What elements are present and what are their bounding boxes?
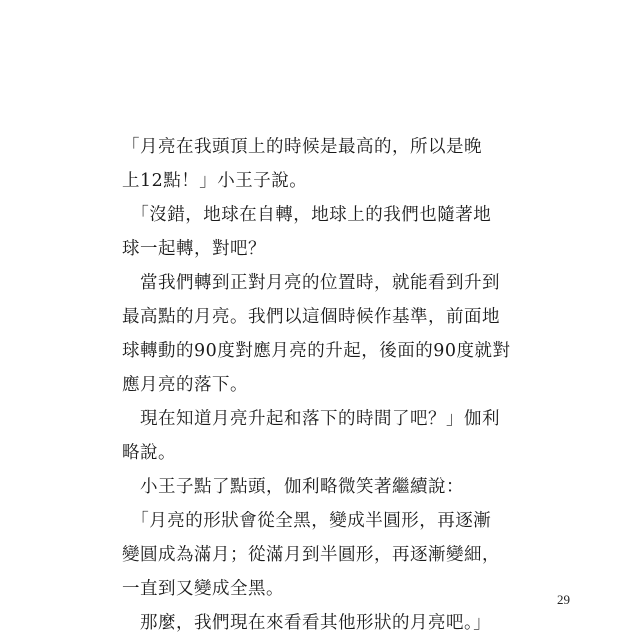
body-text — [122, 130, 522, 640]
text-line: 現在知道月亮升起和落下的時間了吧？」伽利 — [122, 409, 500, 429]
text-line: 「沒錯，地球在自轉，地球上的我們也隨著地 — [122, 205, 492, 225]
text-line: 略說。 — [122, 443, 176, 463]
page-number: 29 — [557, 592, 570, 607]
text-line: 球轉動的90度對應月亮的升起，後面的90度就對 — [122, 341, 511, 361]
text-line: 「月亮的形狀會從全黑，變成半圓形，再逐漸 — [122, 511, 492, 531]
text-line: 球一起轉，對吧？ — [122, 239, 266, 259]
text-line: 變圓成為滿月；從滿月到半圓形，再逐漸變細， — [122, 545, 500, 565]
text-line: 最高點的月亮。我們以這個時候作基準，前面地 — [122, 307, 500, 327]
text-line: 小王子點了點頭，伽利略微笑著繼續說： — [122, 477, 464, 497]
text-line: 「月亮在我頭頂上的時候是最高的，所以是晚 — [122, 137, 482, 157]
text-line: 當我們轉到正對月亮的位置時，就能看到升到 — [122, 273, 500, 293]
text-line: 一直到又變成全黑。 — [122, 579, 284, 599]
text-line: 那麼，我們現在來看看其他形狀的月亮吧。」 — [122, 613, 492, 633]
text-line: 應月亮的落下。 — [122, 375, 248, 395]
text-line: 上12點！」小王子說。 — [122, 171, 308, 191]
